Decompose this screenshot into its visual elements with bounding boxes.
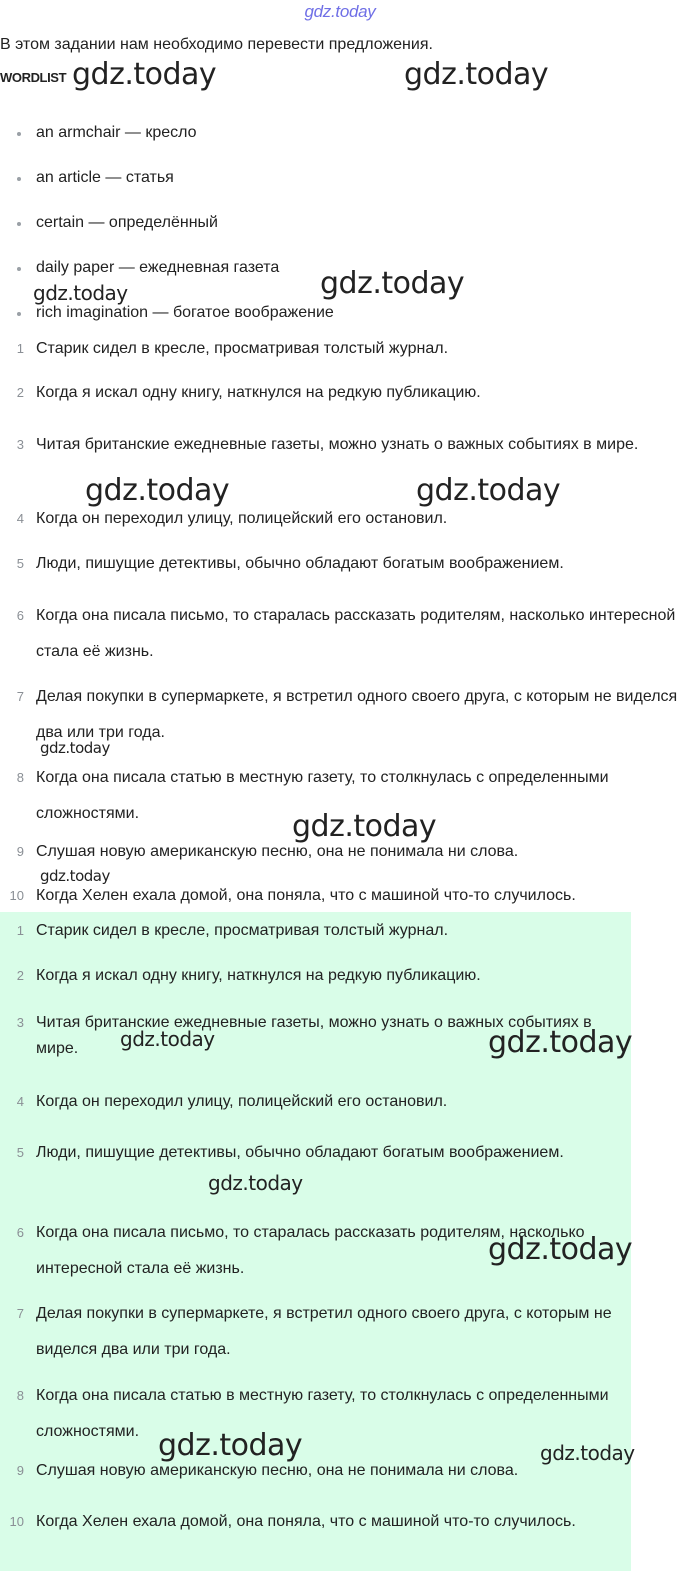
item-number: 10 <box>9 888 24 903</box>
sentence-text: Когда она писала письмо, то старалась рассказать родителям, насколько интересной стала её жизнь. <box>36 607 676 660</box>
item-number: 9 <box>16 844 24 859</box>
watermark: gdz.today <box>40 739 110 757</box>
bullet-icon <box>17 132 21 136</box>
watermark: gdz.today <box>320 266 465 301</box>
item-number: 3 <box>16 1015 24 1030</box>
watermark: gdz.today <box>416 473 561 508</box>
watermark: gdz.today <box>404 57 549 92</box>
sentence-text: Делая покупки в супермаркете, я встретил одного своего друга, с которым не виделся два или три года. <box>36 688 678 741</box>
sentence-text: Старик сидел в кресле, просматривая толстый журнал. <box>36 340 449 357</box>
answer-text: Делая покупки в супермаркете, я встретил одного своего друга, с которым не виделся два или три года. <box>36 1305 612 1358</box>
answer-text: Читая британские ежедневные газеты, можно узнать о важных событиях в мире. <box>36 1014 592 1057</box>
item-number: 10 <box>9 1514 24 1529</box>
item-number: 4 <box>16 1094 24 1109</box>
watermark: gdz.today <box>158 1428 303 1463</box>
answer-text: Старик сидел в кресле, просматривая толстый журнал. <box>36 922 449 939</box>
answer-text: Когда она писала статью в местную газету, то столкнулась с определенными сложностями. <box>36 1387 609 1440</box>
sentence-text: Когда он переходил улицу, полицейский его остановил. <box>36 510 448 527</box>
watermark: gdz.today <box>208 1171 303 1195</box>
item-number: 7 <box>16 689 24 704</box>
answer-text: Когда я искал одну книгу, наткнулся на редкую публикацию. <box>36 967 481 984</box>
watermark: gdz.today <box>72 57 217 92</box>
item-number: 4 <box>16 511 24 526</box>
site-logo[interactable]: gdz.today <box>304 2 376 21</box>
bullet-icon <box>17 267 21 271</box>
item-number: 5 <box>16 1145 24 1160</box>
bullet-icon <box>17 177 21 181</box>
answer-text: Люди, пишущие детективы, обычно обладают богатым воображением. <box>36 1144 564 1161</box>
sentence-text: Когда она писала статью в местную газету, то столкнулась с определенными сложностями. <box>36 769 609 822</box>
answer-text: Когда он переходил улицу, полицейский его остановил. <box>36 1093 448 1110</box>
answer-text: Слушая новую американскую песню, она не понимала ни слова. <box>36 1462 519 1479</box>
item-number: 2 <box>16 385 24 400</box>
watermark: gdz.today <box>120 1027 215 1051</box>
wordlist-item-text: an article — статья <box>36 169 174 186</box>
sentence-text: Когда Хелен ехала домой, она поняла, что с машиной что-то случилось. <box>36 887 576 904</box>
bullet-icon <box>17 312 21 316</box>
wordlist-title: WORDLIST <box>0 70 67 85</box>
wordlist-item-text: an armchair — кресло <box>36 124 197 141</box>
wordlist-item-text: certain — определённый <box>36 214 218 231</box>
item-number: 6 <box>16 608 24 623</box>
watermark: gdz.today <box>540 1441 635 1465</box>
sentence-text: Когда я искал одну книгу, наткнулся на редкую публикацию. <box>36 384 481 401</box>
sentence-text: Слушая новую американскую песню, она не понимала ни слова. <box>36 843 519 860</box>
item-number: 7 <box>16 1306 24 1321</box>
watermark: gdz.today <box>488 1025 633 1060</box>
intro-text: В этом задании нам необходимо перевести предложения. <box>0 36 433 53</box>
watermark: gdz.today <box>85 473 230 508</box>
item-number: 1 <box>16 341 24 356</box>
item-number: 3 <box>16 437 24 452</box>
bullet-icon <box>17 222 21 226</box>
item-number: 8 <box>16 770 24 785</box>
item-number: 6 <box>16 1225 24 1240</box>
item-number: 9 <box>16 1463 24 1478</box>
wordlist-item-text: rich imagination — богатое воображение <box>36 304 334 321</box>
sentence-text: Люди, пишущие детективы, обычно обладают богатым воображением. <box>36 555 564 572</box>
item-number: 2 <box>16 968 24 983</box>
wordlist-item-text: daily paper — ежедневная газета <box>36 259 280 276</box>
answer-text: Когда она писала письмо, то старалась рассказать родителям, насколько интересной стала её жизнь. <box>36 1224 585 1277</box>
watermark: gdz.today <box>40 867 110 885</box>
item-number: 8 <box>16 1388 24 1403</box>
answer-text: Когда Хелен ехала домой, она поняла, что с машиной что-то случилось. <box>36 1513 576 1530</box>
item-number: 1 <box>16 923 24 938</box>
item-number: 5 <box>16 556 24 571</box>
watermark: gdz.today <box>292 809 437 844</box>
watermark: gdz.today <box>488 1232 633 1267</box>
sentence-text: Читая британские ежедневные газеты, можно узнать о важных событиях в мире. <box>36 436 639 453</box>
watermark: gdz.today <box>33 281 128 305</box>
